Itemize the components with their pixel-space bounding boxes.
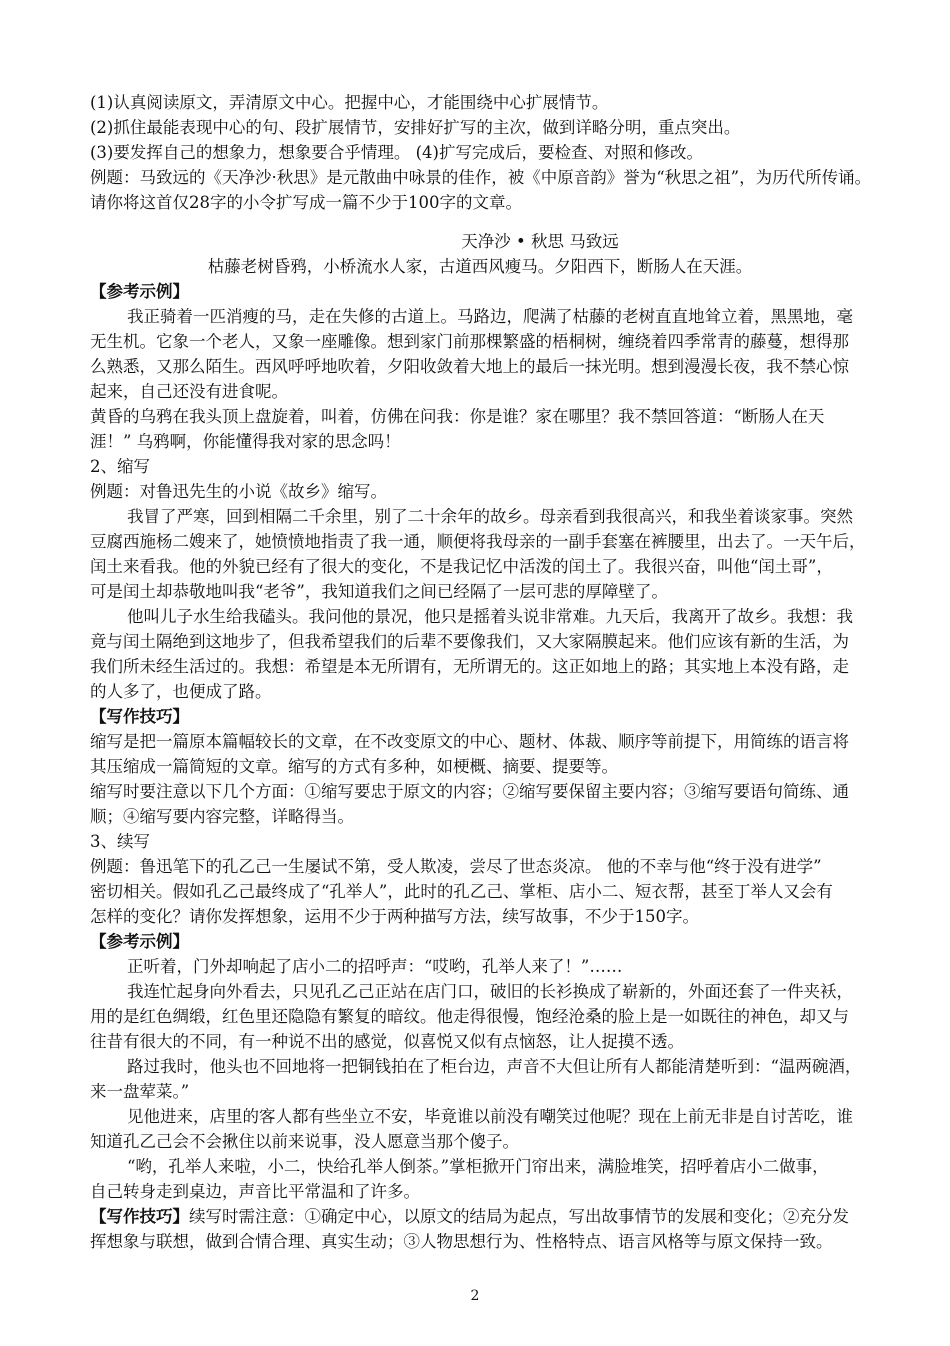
text-line: 天净沙 • 秋思 马致远 <box>461 232 619 251</box>
text-line: “哟，孔举人来啦，小二，快给孔举人倒茶。”掌柜掀开门帘出来，满脸堆笑，招呼着店小二做事， <box>127 1157 829 1176</box>
text-line: 可是闰土却恭敬地叫我“老爷”，我知道我们之间已经隔了一层可悲的厚障壁了。 <box>90 582 668 601</box>
text-line: 黄昏的乌鸦在我头顶上盘旋着，叫着，仿佛在问我：你是谁？家在哪里？我不禁回答道：“断肠人在天 <box>90 407 825 426</box>
text-line: 么熟悉，又那么陌生。西风呼呼地吹着，夕阳收敛着大地上的最后一抹光明。想到漫漫长夜，我不禁心惊 <box>90 357 849 376</box>
text-line: 顺；④缩写要内容完整，详略得当。 <box>90 807 354 826</box>
text-line: 涯！” 乌鸦啊，你能懂得我对家的思念吗！ <box>90 432 401 451</box>
text-line: 我正骑着一匹消瘦的马，走在失修的古道上。马路边，爬满了枯藤的老树直直地耸立着，黑黑地，毫 <box>127 307 853 326</box>
text-line: 来一盘荤菜。” <box>90 1082 190 1101</box>
text-line: 自己转身走到桌边，声音比平常温和了许多。 <box>90 1182 420 1201</box>
text-line: 3、续写 <box>90 832 150 851</box>
text-line: 例题：马致远的《天净沙·秋思》是元散曲中咏景的佳作，被《中原音韵》誉为“秋思之祖”，为历代所传诵。 <box>90 168 872 187</box>
document-body <box>90 90 870 1254</box>
text-line: 其压缩成一篇简短的文章。缩写的方式有多种，如梗概、摘要、提要等。 <box>90 757 618 776</box>
text-line: 的人多了，也便成了路。 <box>90 682 272 701</box>
text-line: 他叫儿子水生给我磕头。我问他的景况，他只是摇着头说非常难。九天后，我离开了故乡。我想：我 <box>127 607 853 626</box>
text-line: 见他进来，店里的客人都有些坐立不安，毕竟谁以前没有嘲笑过他呢？现在上前无非是自讨苦吃，谁 <box>127 1107 853 1126</box>
text-line: 我冒了严寒，回到相隔二千余里，别了二十余年的故乡。母亲看到我很高兴，和我坐着谈家事。突然 <box>127 507 853 526</box>
section-heading: 【写作技巧】 <box>90 1207 189 1226</box>
text-line: 无生机。它象一个老人，又象一座雕像。想到家门前那棵繁盛的梧桐树，缠绕着四季常青的藤蔓，想得那 <box>90 332 849 351</box>
text-line: (1)认真阅读原文，弄清原文中心。把握中心，才能围绕中心扩展情节。 <box>90 93 609 112</box>
text-line: (3)要发挥自己的想象力，想象要合乎情理。 (4)扩写完成后，要检查、对照和修改。 <box>90 143 703 162</box>
text-line: 我们所未经生活过的。我想：希望是本无所谓有，无所谓无的。这正如地上的路；其实地上本没有路，走 <box>90 657 849 676</box>
text-line: 知道孔乙己会不会揪住以前来说事，没人愿意当那个傻子。 <box>90 1132 519 1151</box>
text-line: 我连忙起身向外看去，只见孔乙己正站在店门口，破旧的长衫换成了崭新的，外面还套了一件夹袄， <box>127 982 853 1001</box>
text-line <box>90 1204 870 1229</box>
text-line: 用的是红色绸缎，红色里还隐隐有繁复的暗纹。他走得很慢，饱经沧桑的脸上是一如既往的神色，却又与 <box>90 1007 849 1026</box>
text-line: 路过我时，他头也不回地将一把铜钱拍在了柜台边，声音不大但让所有人都能清楚听到：“温两碗酒， <box>127 1057 862 1076</box>
text-line: 【参考示例】 <box>90 282 189 301</box>
text-line: 起来，自己还没有进食呢。 <box>90 382 288 401</box>
text-line: (2)抓住最能表现中心的句、段扩展情节，安排好扩写的主次，做到详略分明，重点突出。 <box>90 118 741 137</box>
text-line: 密切相关。假如孔乙己最终成了“孔举人”，此时的孔乙己、掌柜、店小二、短衣帮，甚至丁举人又会有 <box>90 882 833 901</box>
text-line: 缩写是把一篇原本篇幅较长的文章，在不改变原文的中心、题材、体裁、顺序等前提下，用简练的语言将 <box>90 732 849 751</box>
text-line: 正听着，门外却响起了店小二的招呼声：“哎哟，孔举人来了！”…… <box>127 957 623 976</box>
text-line: 怎样的变化？请你发挥想象，运用不少于两种描写方法，续写故事，不少于150字。 <box>90 907 699 926</box>
text-line: 【写作技巧】 <box>90 707 189 726</box>
text-line: 往昔有很大的不同，有一种说不出的感觉，似喜悦又似有点恼怒，让人捉摸不透。 <box>90 1032 684 1051</box>
page-number: 2 <box>470 1288 480 1304</box>
line-text: 续写时需注意：①确定中心，以原文的结局为起点，写出故事情节的发展和变化；②充分发 <box>189 1207 849 1226</box>
text-line: 闰土来看我。他的外貌已经有了很大的变化，不是我记忆中活泼的闰土了。我很兴奋，叫他“闰土哥”， <box>90 557 833 576</box>
text-line: 竟与闰土隔绝到这地步了，但我希望我们的后辈不要像我们，又大家隔膜起来。他们应该有新的生活，为 <box>90 632 849 651</box>
text-line: 【参考示例】 <box>90 932 189 951</box>
text-line: 豆腐西施杨二嫂来了，她愤愤地指责了我一通，顺便将我母亲的一副手套塞在裤腰里，出去了。一天午后， <box>90 532 866 551</box>
text-line: 例题：鲁迅笔下的孔乙己一生屡试不第，受人欺凌，尝尽了世态炎凉。 他的不幸与他“终于没有进学” <box>90 857 822 876</box>
text-line: 枯藤老树昏鸦，小桥流水人家，古道西风瘦马。夕阳西下，断肠人在天涯。 <box>207 257 753 276</box>
text-line: 请你将这首仅28字的小令扩写成一篇不少于100字的文章。 <box>90 193 522 212</box>
text-line: 例题：对鲁迅先生的小说《故乡》缩写。 <box>90 482 387 501</box>
text-line: 2、缩写 <box>90 457 150 476</box>
text-line: 挥想象与联想，做到合情合理、真实生动；③人物思想行为、性格特点、语言风格等与原文保持一致。 <box>90 1232 833 1251</box>
text-line: 缩写时要注意以下几个方面：①缩写要忠于原文的内容；②缩写要保留主要内容；③缩写要语句简练、通 <box>90 782 849 801</box>
